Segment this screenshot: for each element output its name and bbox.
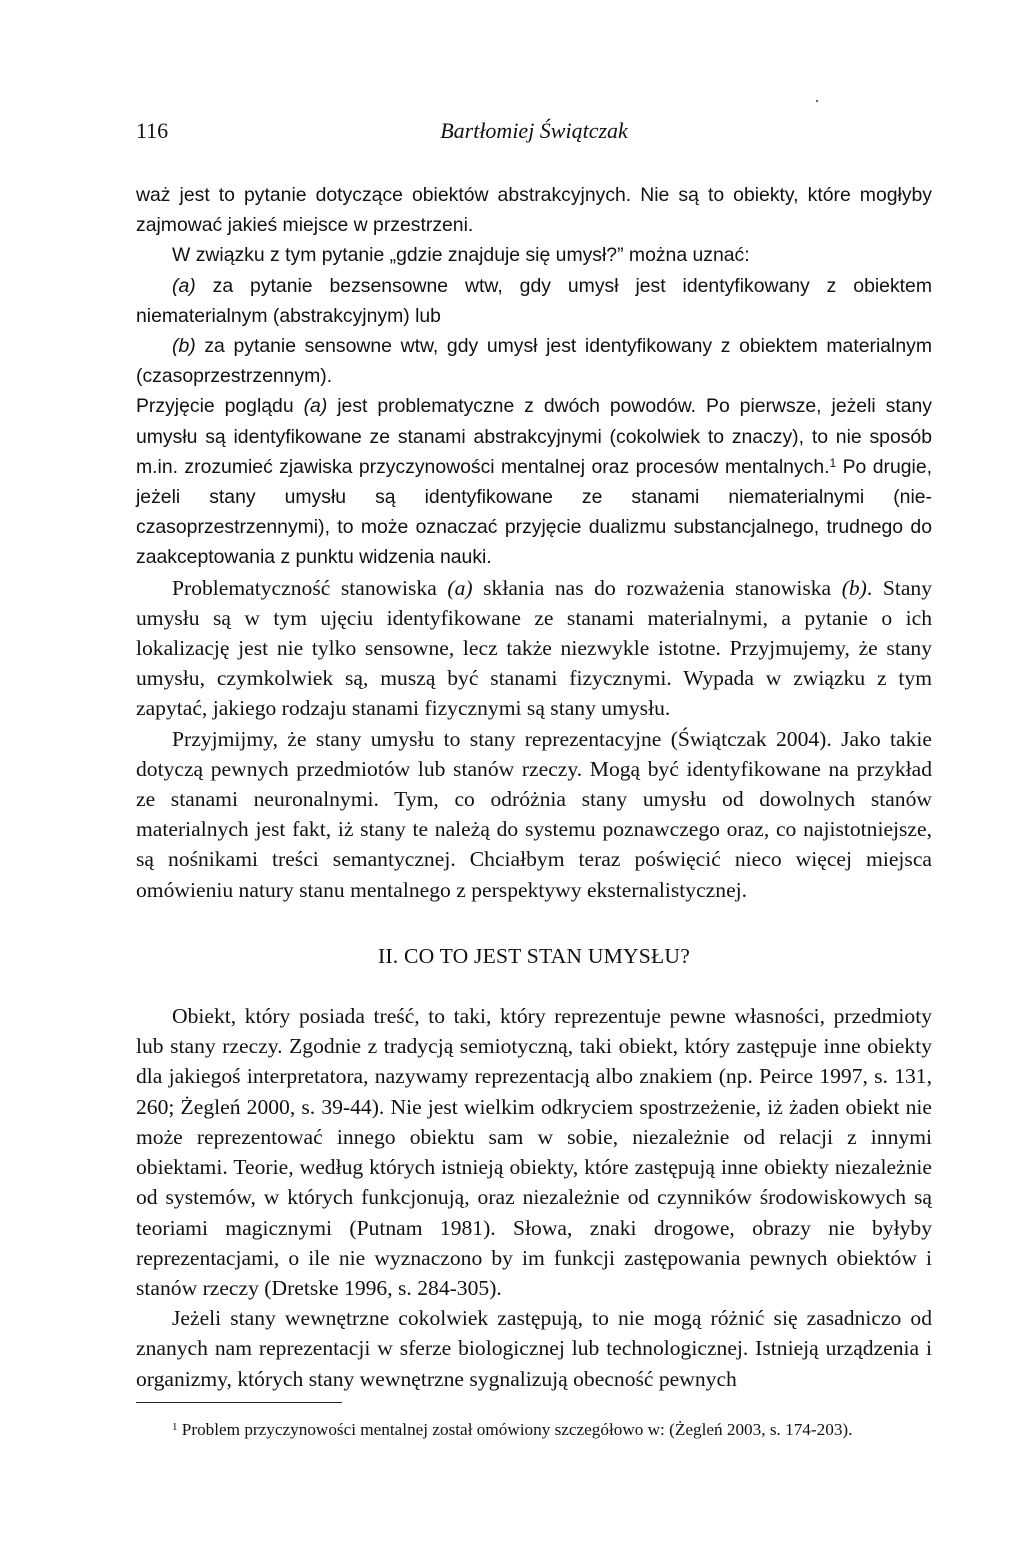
option-b-text: za pytanie sensowne wtw, gdy umysł jest identyfikowany z obiektem materialnym (czasoprzestrzennym).: [136, 335, 932, 388]
p6-part-a: Problematyczność stanowiska: [172, 575, 448, 600]
running-title: Bartłomiej Świątczak: [440, 118, 628, 143]
option-a-text: za pytanie bezsensowne wtw, gdy umysł jest identyfikowany z obiektem niematerialnym (abstrakcyjnym) lub: [136, 274, 932, 327]
option-b: [136, 331, 932, 391]
body-text: [136, 180, 932, 1394]
p5-part-a: Przyjęcie poglądu: [136, 395, 304, 418]
p6-part-c: . Stany umysłu są w tym ujęciu identyfikowane ze stanami materialnymi, a pytanie o ich lokalizację jest nie tylko sensowne, lecz także niezwykle istotne. Przyjmujemy, że stany umysłu, czymkolwiek są, muszą być stanami fizycznymi. Wypada w związku z tym zapytać, jakiego rodzaju stanami fizycznymi są stany umysłu.: [136, 575, 933, 721]
p6-label-b: (b): [841, 575, 867, 600]
paragraph-position-a: [136, 391, 932, 572]
paragraph-continuation: waż jest to pytanie dotyczące obiektów abstrakcyjnych. Nie są to obiekty, które mogłyby zajmować jakieś miejsce w przestrzeni.: [136, 184, 932, 237]
p5-label: (a): [303, 395, 328, 418]
footnote-reference: 1: [829, 455, 837, 470]
p5-part-b: jest problematyczne z dwóch powodów. Po pierwsze, jeżeli stany umysłu są identyfikowane ze stanami abstrakcyjnymi (cokolwiek to znaczy), to nie sposób m.in. zrozumieć zjawiska przyczynowości mentalnej oraz procesów mentalnych.: [136, 395, 933, 478]
section-heading: II. CO TO JEST STAN UMYSŁU?: [377, 943, 690, 968]
p6-label-a: (a): [447, 575, 473, 600]
paragraph-semiotics: Obiekt, który posiada treść, to taki, który reprezentuje pewne własności, przedmioty lub stany rzeczy. Zgodnie z tradycją semiotyczną, taki obiekt, który zastępuje inne obiekty dla jakiegoś interpretatora, nazywamy reprezentacją albo znakiem (np. Peirce 1997, s. 131, 260; Żegleń 2000, s. 39-44). Nie jest wielkim odkryciem spostrzeżenie, iż żaden obiekt nie może reprezentować innego obiektu sam w sobie, niezależnie od relacji z innymi obiektami. Teorie, według których istnieją obiekty, które zastępują inne obiekty niezależnie od systemów, w których funkcjonują, oraz niezależnie od czynników środowiskowych są teoriami magicznymi (Putnam 1981). Słowa, znaki drogowe, obrazy nie byłyby reprezentacjami, o ile nie wyznaczono by im funkcji zastępowania pewnych obiektów i stanów rzeczy (Dretske 1996, s. 284-305).: [136, 1004, 932, 1300]
footnote: [172, 1419, 942, 1441]
paragraph-position-b: [136, 573, 932, 724]
p6-part-b: skłania nas do rozważenia stanowiska: [472, 575, 842, 600]
p5-part-c: Po drugie, jeżeli stany umysłu są identyfikowane ze stanami niematerialnymi (nie-czasoprzestrzennymi), to może oznaczać przyjęcie dualizmu substancjalnego, trudnego do zaakceptowania z punktu widzenia nauki.: [136, 455, 932, 569]
option-b-label: (b): [172, 335, 196, 358]
footnote-text: Problem przyczynowości mentalnej został omówiony szczegółowo w: (Żegleń 2003, s. 174-203).: [177, 1420, 853, 1439]
footnote-divider: [136, 1402, 342, 1403]
paragraph-question: W związku z tym pytanie „gdzie znajduje się umysł?” można uznać:: [172, 244, 750, 267]
page-header: [136, 118, 932, 150]
footnote-mark: 1: [172, 1421, 178, 1433]
option-a-label: (a): [172, 274, 196, 297]
option-a: [136, 271, 932, 331]
page-number: 116: [136, 118, 169, 143]
paragraph-internal-states: Jeżeli stany wewnętrzne cokolwiek zastępują, to nie mogą różnić się zasadniczo od znanych nam reprezentacji w sferze biologicznej lub technologicznej. Istnieją urządzenia i organizmy, których stany wewnętrzne sygnalizują obecność pewnych: [136, 1306, 932, 1391]
paragraph-representational-states: Przyjmijmy, że stany umysłu to stany reprezentacyjne (Świątczak 2004). Jako takie dotyczą pewnych przedmiotów lub stanów rzeczy. Mogą być identyfikowane na przykład ze stanami neuronalnymi. Tym, co odróżnia stany umysłu od dowolnych stanów materialnych jest fakt, iż stany te należą do systemu poznawczego oraz, co najistotniejsze, są nośnikami treści semantycznej. Chciałbym teraz poświęcić nieco więcej miejsca omówieniu natury stanu mentalnego z perspektywy eksternalistycznej.: [136, 726, 932, 902]
scan-speck: [816, 100, 818, 102]
